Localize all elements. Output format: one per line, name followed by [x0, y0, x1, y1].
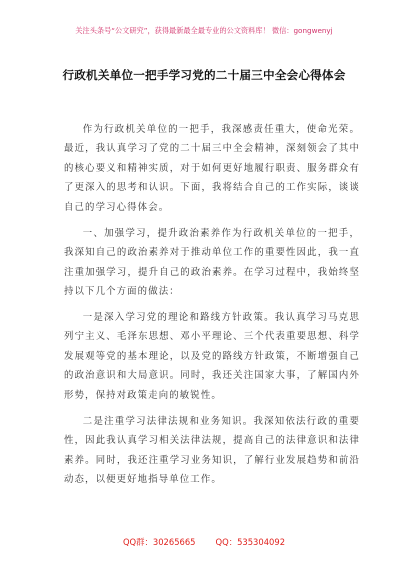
contact-footer: [0, 536, 408, 548]
wechat-id: gongwenyj: [293, 26, 333, 35]
qq-group-number: QQ群：30265665: [122, 537, 196, 547]
paragraph-intro: 作为行政机关单位的一把手，我深感责任重大，使命光荣。最近，我认真学习了党的二十届三中全会精神，深刻领会了其中的核心要义和精神实质，对于如何更好地履行职责、服务群众有了更深入的思考和认识。下面，我将结合自己的工作实际，谈谈自己的学习心得体会。: [64, 124, 360, 213]
paragraph-section-1: 一、加强学习，提升政治素养作为行政机关单位的一把手，我深知自己的政治素养对于推动单位工作的重要性因此，我一直注重加强学习，提升自己的政治素养。在学习过程中，我始终坚持以下几个方面的做法：: [64, 227, 360, 297]
paragraph-point-2: 二是注重学习法律法规和业务知识。我深知依法行政的重要性，因此我认真学习相关法律法规，提高自己的法律意识和法律素养。同时，我还注重学习业务知识，了解行业发展趋势和前沿动态，以便更好地指导单位工作。: [64, 415, 360, 485]
paragraph-point-1: 一是深入学习党的理论和路线方针政策。我认真学习马克思列宁主义、毛泽东思想、邓小平理论、三个代表重要思想、科学发展观等党的基本理论，以及党的路线方针政策，不断增强自己的政治意识和大局意识。同时，我还关注国家大事，了解国内外形势，保持对政策走向的敏锐性。: [64, 312, 360, 401]
promo-banner-text: 关注头条号“公文研究”，获得最新最全最专业的公文资料库！ 微信：: [75, 26, 294, 35]
document-title: 行政机关单位一把手学习党的二十届三中全会心得体会: [62, 68, 346, 82]
promo-banner: [0, 26, 408, 36]
document-body: [64, 120, 360, 496]
qq-number: QQ：535304092: [215, 537, 286, 547]
